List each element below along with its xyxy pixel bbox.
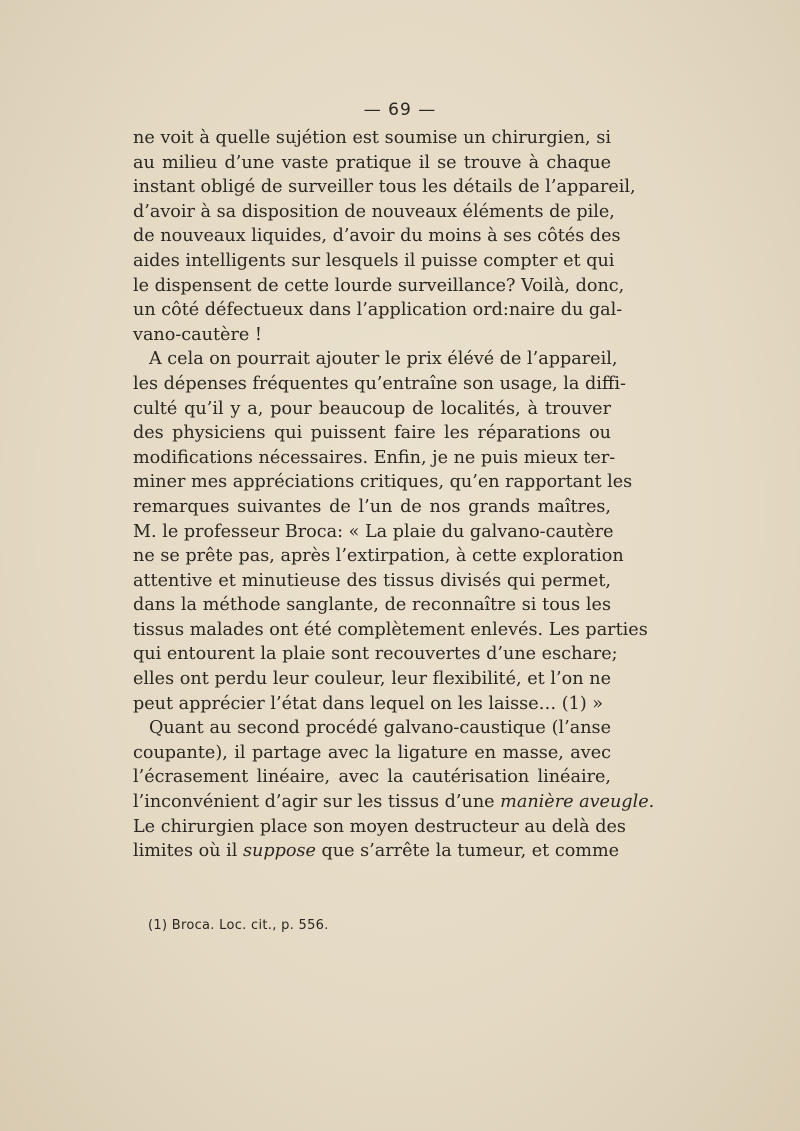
text-line <box>133 397 611 422</box>
text-line-content: Le chirurgien place son moyen destructeur au delà des <box>133 816 626 837</box>
text-line-content: vano-cautère ! <box>133 324 262 345</box>
text-line <box>133 716 611 741</box>
text-line-content: coupante), il partage avec la ligature en masse, avec <box>133 742 611 763</box>
text-line <box>133 839 620 864</box>
text-line <box>133 249 615 274</box>
text-line-content: un côté défectueux dans l’application ord:naire du gal- <box>133 300 623 321</box>
italic-text: manière aveugle. <box>500 792 655 813</box>
text-line-content: instant obligé de surveiller tous les détails de l’appareil, <box>133 177 636 198</box>
text-line <box>133 765 611 790</box>
text-line-content: miner mes appréciations critiques, qu’en rapportant les <box>133 472 633 493</box>
text-line-content: qui entourent la plaie sont recouvertes d’une eschare; <box>133 644 618 665</box>
text-line-content: Quant au second procédé galvano-caustique (l’anse <box>149 718 611 739</box>
text-line <box>133 741 611 766</box>
text-line <box>133 200 615 225</box>
text-line-continuation: que s’arrête la tumeur, et comme <box>321 841 620 862</box>
text-line-content: M. le professeur Broca: « La plaie du galvano-cautère <box>133 521 614 542</box>
text-line <box>133 642 618 667</box>
text-line <box>133 175 636 200</box>
text-line <box>133 618 648 643</box>
text-line <box>133 815 626 840</box>
italic-text: suppose <box>243 841 316 862</box>
body-text <box>133 126 655 864</box>
text-line-content: au milieu d’une vaste pratique il se trouve à chaque <box>133 152 611 173</box>
text-line <box>133 298 623 323</box>
text-line <box>133 421 611 446</box>
text-line <box>133 593 611 618</box>
text-line-content: peut apprécier l’état dans lequel on les laisse… (1) » <box>133 693 604 714</box>
text-line <box>133 495 611 520</box>
text-line <box>133 347 618 372</box>
text-line <box>133 790 655 815</box>
text-line-content: aides intelligents sur lesquels il puisse compter et qui <box>133 250 615 271</box>
page-number: — 69 — <box>363 100 437 120</box>
text-line <box>133 667 611 692</box>
text-line <box>133 446 616 471</box>
text-line-content: de nouveaux liquides, d’avoir du moins à ses côtés des <box>133 226 621 247</box>
text-line <box>133 470 633 495</box>
text-line <box>133 126 611 151</box>
text-line-content: des physiciens qui puissent faire les réparations ou <box>133 423 611 444</box>
text-line-content: l’inconvénient d’agir sur les tissus d’une <box>133 792 495 813</box>
text-line-content: tissus malades ont été complètement enlevés. Les parties <box>133 619 648 640</box>
text-line <box>133 372 626 397</box>
text-line-content: elles ont perdu leur couleur, leur flexibilité, et l’on ne <box>133 669 611 690</box>
text-line-content: d’avoir à sa disposition de nouveaux éléments de pile, <box>133 201 615 222</box>
text-line <box>133 692 611 717</box>
footnote: (1) Broca. Loc. cit., p. 556. <box>148 918 329 933</box>
text-line-content: attentive et minutieuse des tissus divisés qui permet, <box>133 570 611 591</box>
text-line-content: modifications nécessaires. Enfin, je ne puis mieux ter- <box>133 447 616 468</box>
text-line <box>133 323 611 348</box>
text-line <box>133 544 624 569</box>
text-line-content: remarques suivantes de l’un de nos grands maîtres, <box>133 496 611 517</box>
text-line-content: A cela on pourrait ajouter le prix élévé de l’appareil, <box>149 349 618 370</box>
text-line-content: les dépenses fréquentes qu’entraîne son usage, la diffi- <box>133 373 626 394</box>
text-line-content: culté qu’il y a, pour beaucoup de localités, à trouver <box>133 398 611 419</box>
text-line-content: limites où il <box>133 841 238 862</box>
text-line-content: ne se prête pas, après l’extirpation, à cette exploration <box>133 546 624 567</box>
text-line-content: le dispensent de cette lourde surveillance? Voilà, donc, <box>133 275 625 296</box>
text-line-content: l’écrasement linéaire, avec la cautérisation linéaire, <box>133 767 611 788</box>
text-line-content: dans la méthode sanglante, de reconnaître si tous les <box>133 595 611 616</box>
text-line <box>133 569 611 594</box>
text-line <box>133 151 611 176</box>
text-line-content: ne voit à quelle sujétion est soumise un chirurgien, si <box>133 128 611 148</box>
text-line <box>133 274 625 299</box>
text-line <box>133 224 621 249</box>
text-line <box>133 520 614 545</box>
